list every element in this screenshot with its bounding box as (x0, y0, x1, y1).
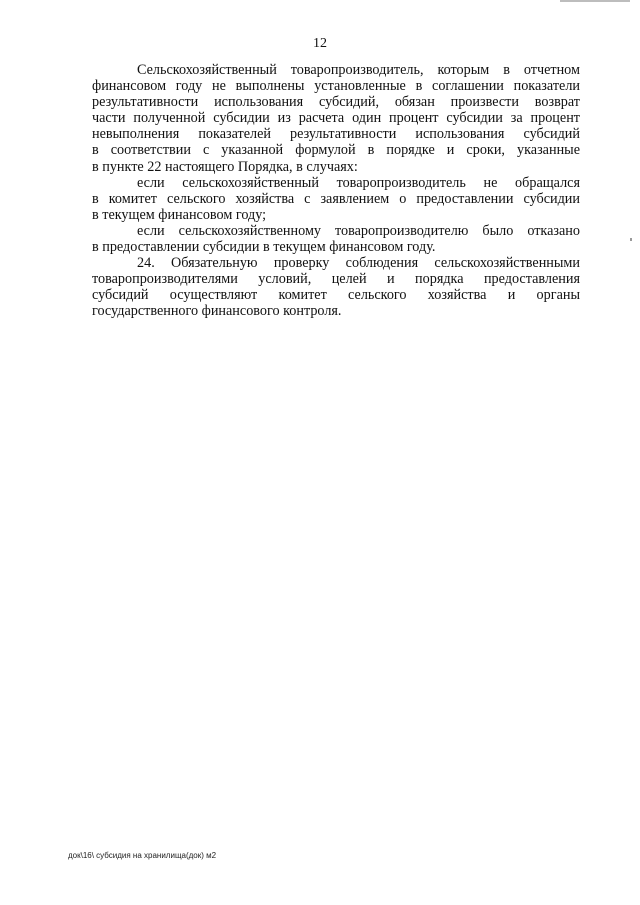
paragraph-4-line-3: субсидий осуществляют комитет сельского хозяйства и органы (92, 287, 580, 304)
page-number: 12 (313, 36, 327, 51)
scan-speck (630, 238, 632, 241)
paragraph-1-line-2: финансовом году не выполнены установленные в соглашении показатели (92, 78, 580, 95)
paragraph-4-line-4: государственного финансового контроля. (92, 303, 342, 320)
paragraph-1-line-5: невыполнения показателей результативности использования субсидий (92, 126, 580, 143)
paragraph-1-line-7: в пункте 22 настоящего Порядка, в случаях: (92, 158, 358, 175)
paragraph-1-line-1: Сельскохозяйственный товаропроизводитель, которым в отчетном (137, 62, 580, 78)
document-body (92, 62, 580, 320)
footer-file-path: док\16\ субсидия на хранилища(док) м2 (68, 851, 217, 860)
paragraph-1-line-3: результативности использования субсидий, обязан произвести возврат (92, 94, 580, 111)
paragraph-3-line-2: в предоставлении субсидии в текущем финансовом году. (92, 239, 436, 256)
paragraph-4-line-2: товаропроизводителями условий, целей и порядка предоставления (92, 271, 580, 288)
paragraph-3-line-1: если сельскохозяйственному товаропроизводителю было отказано (137, 222, 580, 239)
paragraph-2-line-2: в комитет сельского хозяйства с заявлением о предоставлении субсидии (92, 190, 580, 207)
paragraph-2-line-3: в текущем финансовом году; (92, 206, 267, 223)
paragraph-4-line-1: 24. Обязательную проверку соблюдения сельскохозяйственными (137, 255, 580, 272)
paragraph-1-line-6: в соответствии с указанной формулой в порядке и сроки, указанные (92, 142, 580, 159)
paragraph-2-line-1: если сельскохозяйственный товаропроизводитель не обращался (137, 174, 580, 191)
scan-edge-mark (560, 0, 630, 2)
paragraph-1-line-4: части полученной субсидии из расчета один процент субсидии за процент (92, 110, 580, 127)
